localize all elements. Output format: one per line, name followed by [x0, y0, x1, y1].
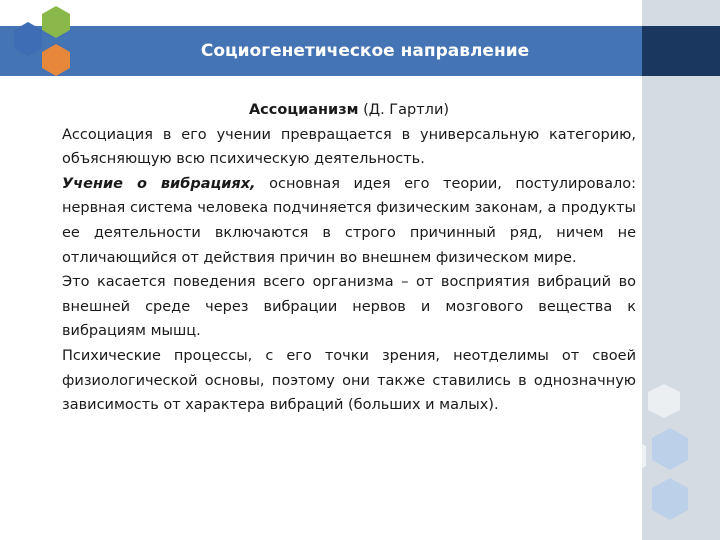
hexagon-green — [42, 6, 70, 38]
heading-author: (Д. Гартли) — [358, 102, 450, 118]
decor-hexagon — [652, 478, 688, 520]
heading-term: Ассоцианизм — [248, 102, 359, 118]
hexagon-blue — [14, 22, 42, 56]
paragraph-2-emphasis: Учение о вибрациях, — [62, 175, 256, 192]
slide-body — [62, 98, 636, 418]
title-bar-accent — [642, 26, 720, 76]
decor-hexagon — [614, 437, 646, 475]
section-heading — [62, 98, 636, 123]
paragraph-4: Психические процессы, с его точки зрения, неотделимы от своей физиологической основы, поэтому они также ставились в однозначную зависимость от характера вибраций (больших и малых). — [62, 347, 636, 414]
paragraph-2-text: основная идея его теории, постулировало: нервная система человека подчиняется физическим законам, а продукты ее деятельности включаются в строго причинный ряд, ничем не отличающийся от действия причин во внешнем физическом мире. — [62, 175, 636, 266]
paragraph-3: Это касается поведения всего организма – от восприятия вибраций во внешней среде через вибрации нервов и мозгового вещества к вибрациям мышц. — [62, 274, 636, 340]
hexagon-orange — [42, 44, 70, 76]
page-title: Социогенетическое направление — [200, 41, 530, 61]
decor-hexagon — [648, 384, 680, 418]
paragraph-2 — [62, 172, 636, 270]
paragraph-1: Ассоциация в его учении превращается в универсальную категорию, объясняющую всю психическую деятельность. — [62, 126, 636, 168]
decor-hexagon — [652, 428, 688, 470]
hexagon-logo-icon — [0, 0, 100, 100]
